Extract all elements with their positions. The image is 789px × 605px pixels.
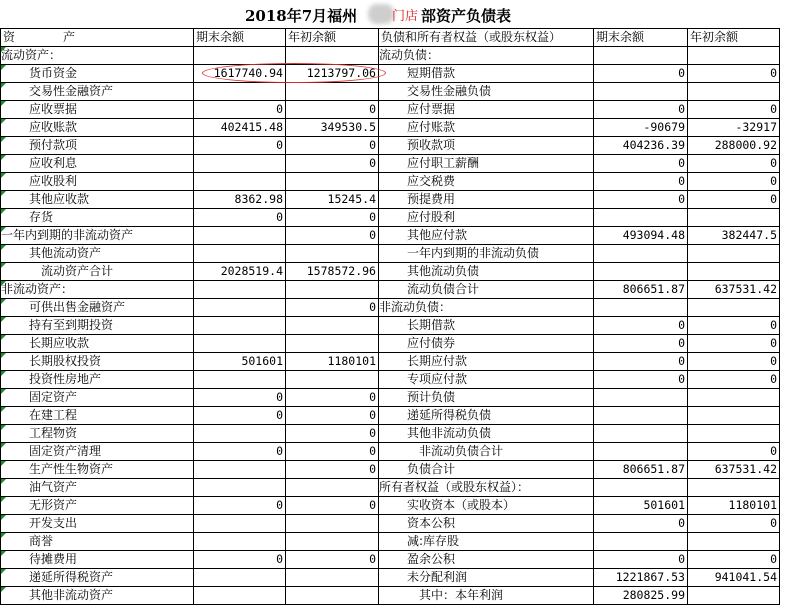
value-cell[interactable]: 806651.87 xyxy=(594,461,688,479)
row-label-cell[interactable]: 固定资产 xyxy=(1,389,194,407)
value-cell[interactable] xyxy=(688,479,780,497)
row-label-cell[interactable]: 交易性金融资产 xyxy=(1,83,194,101)
value-cell[interactable]: 0 xyxy=(594,515,688,533)
value-cell[interactable] xyxy=(286,515,379,533)
value-cell[interactable]: 637531.42 xyxy=(688,281,780,299)
table-row xyxy=(1,47,780,65)
table-row xyxy=(1,65,780,83)
row-label-cell[interactable]: 其他流动负债 xyxy=(379,263,594,281)
value-cell[interactable]: 1213797.06 xyxy=(286,65,379,83)
value-cell[interactable]: 0 xyxy=(286,389,379,407)
value-cell[interactable] xyxy=(594,425,688,443)
row-label-cell[interactable]: 非流动负债合计 xyxy=(379,443,594,461)
value-cell[interactable]: 493094.48 xyxy=(594,227,688,245)
row-label-cell[interactable]: 固定资产清理 xyxy=(1,443,194,461)
value-cell[interactable] xyxy=(286,569,379,587)
value-cell[interactable] xyxy=(194,479,286,497)
row-label-cell[interactable]: 存货 xyxy=(1,209,194,227)
row-label-cell[interactable]: 一年内到期的非流动负债 xyxy=(379,245,594,263)
row-label-cell[interactable]: 预付款项 xyxy=(1,137,194,155)
header-cell[interactable]: 年初余额 xyxy=(688,29,780,47)
value-cell[interactable]: 501601 xyxy=(594,497,688,515)
value-cell[interactable] xyxy=(594,389,688,407)
value-cell[interactable]: 0 xyxy=(688,353,780,371)
row-label-cell[interactable]: 应付账款 xyxy=(379,119,594,137)
value-cell[interactable] xyxy=(688,209,780,227)
value-cell[interactable] xyxy=(194,587,286,605)
row-label-cell[interactable]: 非流动资产： xyxy=(1,281,194,299)
value-cell[interactable]: 0 xyxy=(688,65,780,83)
row-label-cell[interactable]: 实收资本（或股本） xyxy=(379,497,594,515)
table-row xyxy=(1,479,780,497)
value-cell[interactable]: 0 xyxy=(194,389,286,407)
row-label-cell[interactable]: 应收票据 xyxy=(1,101,194,119)
row-label-cell[interactable]: 油气资产 xyxy=(1,479,194,497)
value-cell[interactable] xyxy=(688,299,780,317)
row-label-cell[interactable]: 一年内到期的非流动资产 xyxy=(1,227,194,245)
value-cell[interactable]: 0 xyxy=(594,353,688,371)
value-cell[interactable]: 1180101 xyxy=(286,353,379,371)
value-cell[interactable] xyxy=(594,299,688,317)
value-cell[interactable] xyxy=(194,155,286,173)
value-cell[interactable]: 637531.42 xyxy=(688,461,780,479)
title-red-text: 门店 xyxy=(392,9,419,24)
value-cell[interactable]: 0 xyxy=(594,173,688,191)
value-cell[interactable] xyxy=(688,47,780,65)
value-cell[interactable]: 0 xyxy=(286,551,379,569)
value-cell[interactable] xyxy=(194,245,286,263)
value-cell[interactable] xyxy=(194,425,286,443)
value-cell[interactable] xyxy=(594,209,688,227)
table-row xyxy=(1,425,780,443)
value-cell[interactable]: 806651.87 xyxy=(594,281,688,299)
table-row xyxy=(1,371,780,389)
table-row xyxy=(1,119,780,137)
title-part-1: 2018年7月福州 xyxy=(245,7,358,25)
header-row xyxy=(1,29,780,47)
row-label-cell[interactable]: 货币资金 xyxy=(1,65,194,83)
value-cell[interactable] xyxy=(688,587,780,605)
value-cell[interactable]: 1617740.94 xyxy=(194,65,286,83)
value-cell[interactable] xyxy=(688,533,780,551)
value-cell[interactable]: 0 xyxy=(688,317,780,335)
row-label-cell[interactable]: 资本公积 xyxy=(379,515,594,533)
value-cell[interactable]: 0 xyxy=(688,551,780,569)
row-label-cell[interactable]: 其他非流动资产 xyxy=(1,587,194,605)
value-cell[interactable] xyxy=(194,47,286,65)
row-label-cell[interactable]: 递延所得税负债 xyxy=(379,407,594,425)
row-label-cell[interactable]: 负债合计 xyxy=(379,461,594,479)
value-cell[interactable]: 0 xyxy=(286,461,379,479)
value-cell[interactable]: 0 xyxy=(594,551,688,569)
value-cell[interactable]: 0 xyxy=(688,101,780,119)
value-cell[interactable] xyxy=(688,407,780,425)
value-cell[interactable] xyxy=(194,335,286,353)
value-cell[interactable] xyxy=(286,317,379,335)
header-cell[interactable]: 年初余额 xyxy=(286,29,379,47)
row-label-cell[interactable]: 流动资产： xyxy=(1,47,194,65)
row-label-cell[interactable]: 应收股利 xyxy=(1,173,194,191)
row-label-cell[interactable]: 应付债券 xyxy=(379,335,594,353)
value-cell[interactable]: 0 xyxy=(594,101,688,119)
table-row xyxy=(1,317,780,335)
table-row xyxy=(1,443,780,461)
table-row xyxy=(1,263,780,281)
value-cell[interactable]: 2028519.4 xyxy=(194,263,286,281)
value-cell[interactable] xyxy=(194,461,286,479)
value-cell[interactable] xyxy=(286,335,379,353)
row-label-cell[interactable]: 无形资产 xyxy=(1,497,194,515)
table-row xyxy=(1,497,780,515)
value-cell[interactable]: 0 xyxy=(194,443,286,461)
value-cell[interactable] xyxy=(286,47,379,65)
header-cell[interactable]: 负债和所有者权益（或股东权益） xyxy=(379,29,594,47)
table-row xyxy=(1,209,780,227)
row-label-cell[interactable]: 专项应付款 xyxy=(379,371,594,389)
value-cell[interactable] xyxy=(286,533,379,551)
value-cell[interactable]: 0 xyxy=(594,155,688,173)
value-cell[interactable]: 0 xyxy=(688,443,780,461)
row-label-cell[interactable]: 长期借款 xyxy=(379,317,594,335)
table-row xyxy=(1,407,780,425)
value-cell[interactable]: 0 xyxy=(688,155,780,173)
value-cell[interactable] xyxy=(194,173,286,191)
row-label-cell[interactable]: 可供出售金融资产 xyxy=(1,299,194,317)
table-row xyxy=(1,191,780,209)
row-label-cell[interactable]: 应付票据 xyxy=(379,101,594,119)
value-cell[interactable]: -32917 xyxy=(688,119,780,137)
value-cell[interactable]: 8362.98 xyxy=(194,191,286,209)
row-label-cell[interactable]: 应付职工薪酬 xyxy=(379,155,594,173)
value-cell[interactable]: 0 xyxy=(194,209,286,227)
row-label-cell[interactable]: 其他流动资产 xyxy=(1,245,194,263)
value-cell[interactable] xyxy=(194,299,286,317)
value-cell[interactable]: 0 xyxy=(194,551,286,569)
table-row xyxy=(1,353,780,371)
row-label-cell[interactable]: 商誉 xyxy=(1,533,194,551)
value-cell[interactable] xyxy=(688,83,780,101)
row-label-cell[interactable]: 预计负债 xyxy=(379,389,594,407)
value-cell[interactable]: 1578572.96 xyxy=(286,263,379,281)
value-cell[interactable] xyxy=(594,47,688,65)
value-cell[interactable] xyxy=(594,533,688,551)
value-cell[interactable] xyxy=(286,281,379,299)
value-cell[interactable] xyxy=(286,173,379,191)
value-cell[interactable] xyxy=(194,227,286,245)
table-row xyxy=(1,551,780,569)
value-cell[interactable] xyxy=(194,515,286,533)
row-label-cell[interactable]: 在建工程 xyxy=(1,407,194,425)
value-cell[interactable]: 349530.5 xyxy=(286,119,379,137)
value-cell[interactable] xyxy=(194,83,286,101)
value-cell[interactable]: 0 xyxy=(286,443,379,461)
value-cell[interactable]: 404236.39 xyxy=(594,137,688,155)
row-label-cell[interactable]: 递延所得税资产 xyxy=(1,569,194,587)
row-label-cell[interactable]: 工程物资 xyxy=(1,425,194,443)
row-label-cell[interactable]: 应收利息 xyxy=(1,155,194,173)
header-cell[interactable]: 期末余额 xyxy=(194,29,286,47)
table-row xyxy=(1,137,780,155)
table-row xyxy=(1,101,780,119)
row-label-cell[interactable]: 长期股权投资 xyxy=(1,353,194,371)
value-cell[interactable]: 0 xyxy=(286,101,379,119)
value-cell[interactable]: 0 xyxy=(286,497,379,515)
value-cell[interactable]: 382447.5 xyxy=(688,227,780,245)
value-cell[interactable]: 941041.54 xyxy=(688,569,780,587)
row-label-cell[interactable]: 投资性房地产 xyxy=(1,371,194,389)
value-cell[interactable]: 0 xyxy=(688,515,780,533)
row-label-cell[interactable]: 流动负债： xyxy=(379,47,594,65)
table-row xyxy=(1,173,780,191)
row-label-cell[interactable]: 生产性生物资产 xyxy=(1,461,194,479)
row-label-cell[interactable]: 长期应收款 xyxy=(1,335,194,353)
value-cell[interactable]: 0 xyxy=(286,209,379,227)
value-cell[interactable]: 0 xyxy=(688,371,780,389)
value-cell[interactable]: 0 xyxy=(194,407,286,425)
row-label-cell[interactable]: 应收账款 xyxy=(1,119,194,137)
value-cell[interactable]: 15245.4 xyxy=(286,191,379,209)
value-cell[interactable] xyxy=(688,245,780,263)
value-cell[interactable]: 402415.48 xyxy=(194,119,286,137)
value-cell[interactable]: 288000.92 xyxy=(688,137,780,155)
header-cell[interactable]: 期末余额 xyxy=(594,29,688,47)
row-label-cell[interactable]: 交易性金融负债 xyxy=(379,83,594,101)
value-cell[interactable] xyxy=(594,443,688,461)
value-cell[interactable]: 0 xyxy=(194,101,286,119)
value-cell[interactable]: 0 xyxy=(286,299,379,317)
value-cell[interactable] xyxy=(286,479,379,497)
table-row xyxy=(1,461,780,479)
row-label-cell[interactable]: 减:库存股 xyxy=(379,533,594,551)
value-cell[interactable]: 1221867.53 xyxy=(594,569,688,587)
value-cell[interactable]: 0 xyxy=(594,191,688,209)
table-row xyxy=(1,389,780,407)
sheet-title xyxy=(0,0,789,28)
title-part-2: 部资产负债表 xyxy=(421,7,512,25)
row-label-cell[interactable]: 应付股利 xyxy=(379,209,594,227)
row-label-cell[interactable]: 预提费用 xyxy=(379,191,594,209)
row-label-cell[interactable]: 其他非流动负债 xyxy=(379,425,594,443)
row-label-cell[interactable]: 长期应付款 xyxy=(379,353,594,371)
value-cell[interactable]: 0 xyxy=(594,371,688,389)
value-cell[interactable] xyxy=(688,263,780,281)
redacted-blur xyxy=(368,4,394,24)
value-cell[interactable] xyxy=(594,245,688,263)
value-cell[interactable]: 0 xyxy=(594,335,688,353)
row-label-cell[interactable]: 短期借款 xyxy=(379,65,594,83)
row-label-cell[interactable]: 应交税费 xyxy=(379,173,594,191)
row-label-cell[interactable]: 未分配利润 xyxy=(379,569,594,587)
row-label-cell[interactable]: 流动资产合计 xyxy=(1,263,194,281)
table-row xyxy=(1,335,780,353)
value-cell[interactable]: 0 xyxy=(286,155,379,173)
value-cell[interactable] xyxy=(194,569,286,587)
row-label-cell[interactable]: 待摊费用 xyxy=(1,551,194,569)
value-cell[interactable] xyxy=(688,425,780,443)
row-label-cell[interactable]: 其他应收款 xyxy=(1,191,194,209)
value-cell[interactable] xyxy=(286,587,379,605)
row-label-cell[interactable]: 流动负债合计 xyxy=(379,281,594,299)
value-cell[interactable] xyxy=(194,533,286,551)
value-cell[interactable]: 0 xyxy=(688,335,780,353)
value-cell[interactable]: 0 xyxy=(286,407,379,425)
value-cell[interactable] xyxy=(594,407,688,425)
value-cell[interactable]: -90679 xyxy=(594,119,688,137)
row-label-cell[interactable]: 持有至到期投资 xyxy=(1,317,194,335)
value-cell[interactable]: 0 xyxy=(286,137,379,155)
value-cell[interactable]: 0 xyxy=(286,425,379,443)
value-cell[interactable] xyxy=(594,83,688,101)
table-row xyxy=(1,299,780,317)
value-cell[interactable]: 0 xyxy=(286,227,379,245)
row-label-cell[interactable]: 预收款项 xyxy=(379,137,594,155)
row-label-cell[interactable]: 开发支出 xyxy=(1,515,194,533)
table-row xyxy=(1,155,780,173)
value-cell[interactable]: 0 xyxy=(688,173,780,191)
row-label-cell[interactable]: 盈余公积 xyxy=(379,551,594,569)
value-cell[interactable]: 280825.99 xyxy=(594,587,688,605)
row-label-cell[interactable]: 其中：本年利润 xyxy=(379,587,594,605)
table-row xyxy=(1,281,780,299)
table-row xyxy=(1,245,780,263)
row-label-cell[interactable]: 非流动负债： xyxy=(379,299,594,317)
value-cell[interactable]: 0 xyxy=(194,497,286,515)
table-row xyxy=(1,515,780,533)
table-row xyxy=(1,587,780,605)
balance-sheet-table xyxy=(0,28,780,605)
header-cell[interactable]: 资 产 xyxy=(1,29,194,47)
table-row xyxy=(1,569,780,587)
row-label-cell[interactable]: 所有者权益（或股东权益）： xyxy=(379,479,594,497)
value-cell[interactable] xyxy=(286,83,379,101)
value-cell[interactable] xyxy=(594,479,688,497)
value-cell[interactable] xyxy=(286,245,379,263)
value-cell[interactable] xyxy=(194,317,286,335)
value-cell[interactable]: 0 xyxy=(594,317,688,335)
table-row xyxy=(1,83,780,101)
value-cell[interactable]: 501601 xyxy=(194,353,286,371)
value-cell[interactable] xyxy=(194,371,286,389)
table-row xyxy=(1,533,780,551)
value-cell[interactable]: 1180101 xyxy=(688,497,780,515)
value-cell[interactable]: 0 xyxy=(688,191,780,209)
value-cell[interactable] xyxy=(594,263,688,281)
table-row xyxy=(1,227,780,245)
value-cell[interactable] xyxy=(194,281,286,299)
value-cell[interactable] xyxy=(688,389,780,407)
value-cell[interactable]: 0 xyxy=(194,137,286,155)
value-cell[interactable] xyxy=(286,371,379,389)
row-label-cell[interactable]: 其他应付款 xyxy=(379,227,594,245)
value-cell[interactable]: 0 xyxy=(594,65,688,83)
